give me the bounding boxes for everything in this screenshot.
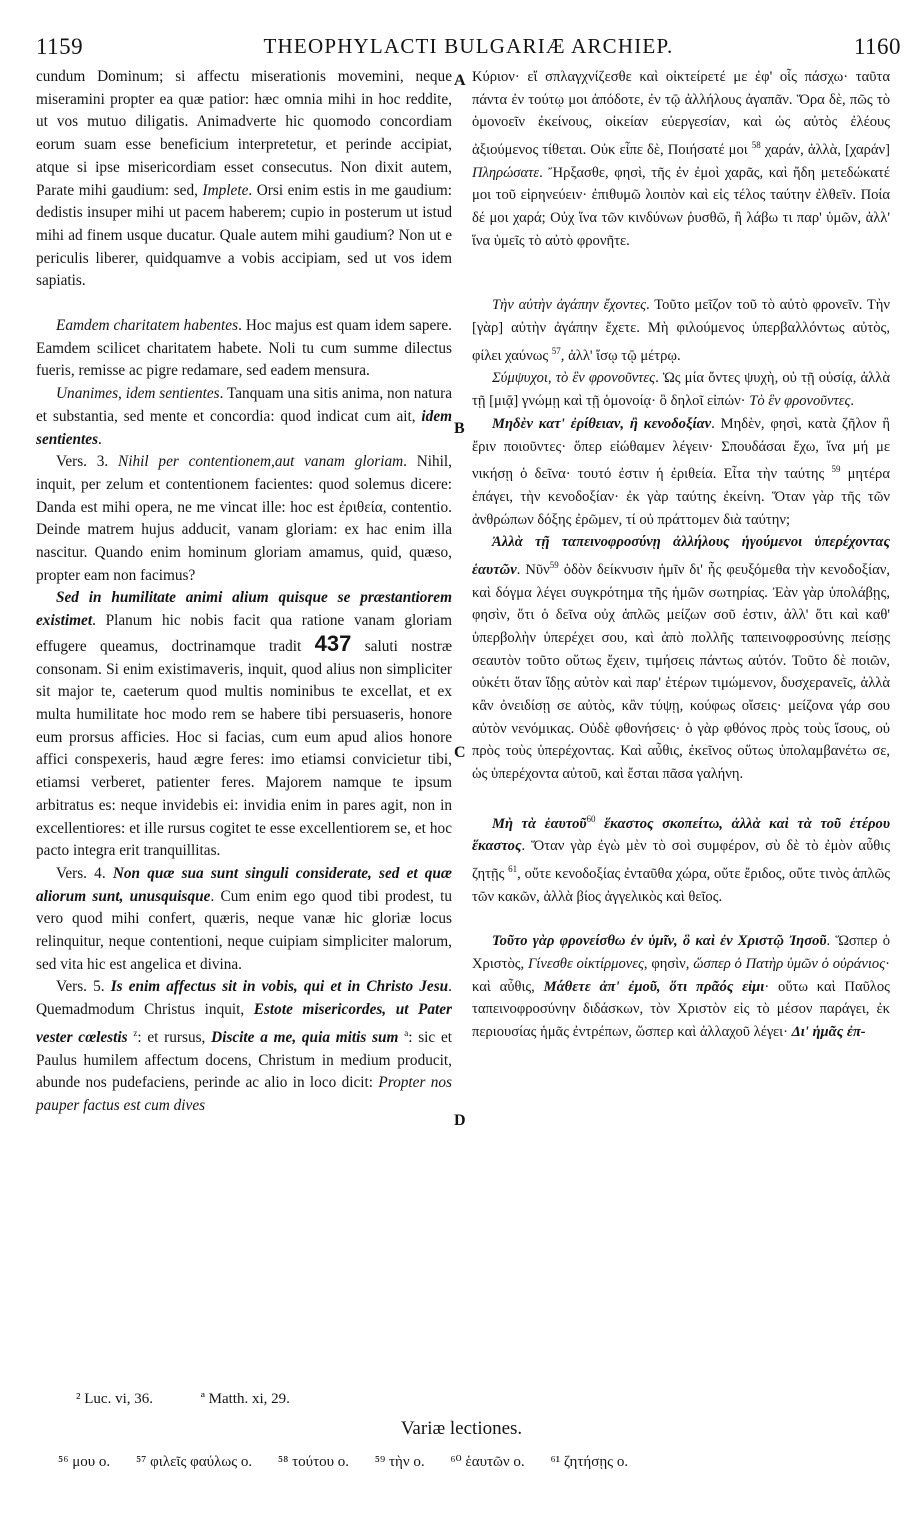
page-number-right: 1160 bbox=[853, 34, 901, 59]
latin-paragraph: Vers. 3. Nihil per contentionem,aut vanam gloriam. Nihil, inquit, per zelum et contentionem facientes: quod solemus dicere: Danda est mihi opera, ne me vincat ille: hoc est ἐριθεία, contentio. Deinde matrem hujus adducit, vanam gloriam: ex hac enim illa nascitur. Quando enim hominum gloriam amamus, quid, quæso, propter eam non facimus? bbox=[36, 453, 453, 584]
latin-paragraph: Vers. 5. Is enim affectus sit in vobis, qui et in Christo Jesu. Quemadmodum Christus inquit, Estote misericordes, ut Pater vester cœlestis $^z$: et rursus, Discite a me, quia mitis sum $^a$: sic et Paulus humilem affectum docens, Christum in medium producit, abunde nos pudefaciens, perinde ac alio in loco dicit: Propter nos pauper factus est cum dives bbox=[36, 978, 453, 1115]
latin-column bbox=[36, 66, 452, 1118]
footnotes bbox=[76, 1391, 334, 1408]
running-header bbox=[36, 34, 901, 62]
greek-column bbox=[472, 66, 890, 1044]
latin-paragraph: Vers. 4. Non quæ sua sunt singuli considerate, sed et quæ aliorum sunt, unusquisque. Cum enim ego quod tibi prodest, tu vero quod mihi confert, quæris, neque vanæ hic gloriæ locus relinquitur, neque contentioni, neque cuipiam simpliciter malorum, sed vita hic est angelica et divina. bbox=[36, 864, 452, 973]
margin-letter-b: B bbox=[454, 420, 465, 437]
page-number-left: 1159 bbox=[36, 34, 84, 59]
variant-reading: ⁵⁶ μου ο. bbox=[58, 1454, 111, 1470]
latin-paragraph: Sed in humilitate animi alium quisque se præstantiorem existimet. Planum hic nobis facit qua ratione vanam gloriam effugere queamus, doctrinamque tradit 437 saluti nostræ consonam. Si enim existimaveris, inquit, quod alius non simpliciter sit major te, caeterum quod multis nominibus te excellat, et ex multa humilitate hoc modo rem se habere tibi persuaseris, honore eum prorsus afficies. Hoc si facias, cum eum apud alios honore affici conspexeris, haud ægre feres: imo etiamsi convicietur tibi, etiamsi verberet, patienter feres. Majorem namque te ipsum arbitratus es: neque invidebis ei: invidia enim in pares agit, non in excellentiores: et ille rursus cogitet te esse excellentiorem se, et hoc pacto integra erit tranquillitas. bbox=[36, 589, 453, 860]
margin-letter-d: D bbox=[454, 1112, 466, 1129]
margin-letter-c: C bbox=[454, 744, 466, 761]
running-title: THEOPHYLACTI BULGARIÆ ARCHIEP. bbox=[263, 34, 674, 58]
greek-paragraph: Σύμψυχοι, τὸ ἓν φρονοῦντες. Ὡς μία ὄντες ψυχὴ, οὐ τῇ οὐσίᾳ, ἀλλὰ τῇ [μιᾷ] γνώμῃ καὶ τῇ ὁμονοίᾳ· ὃ δηλοῖ εἰπών· Τὸ ἓν φρονοῦντες. bbox=[472, 370, 890, 410]
variant-reading: ⁵⁹ τὴν ο. bbox=[374, 1454, 425, 1470]
page-marker-number: 437 bbox=[314, 630, 352, 656]
greek-paragraph: Τοῦτο γὰρ φρονείσθω ἐν ὑμῖν, ὃ καὶ ἐν Χριστῷ Ἰησοῦ. Ὥσπερ ὁ Χριστὸς, Γίνεσθε οἰκτίρμονες, φησὶν, ὥσπερ ὁ Πατὴρ ὑμῶν ὁ οὐράνιος· καὶ αὖθις, Μάθετε ἀπ' ἐμοῦ, ὅτι πρᾶός εἰμι· οὕτω καὶ Παῦλος ταπεινοφροσύνην διδάσκων, τὸν Χριστὸν εἰς τὸ μέσον παράγει, ἐκ περιουσίας ἡμᾶς ἐντρέπων, ὥσπερ καὶ ἀλλαχοῦ λέγει· Δι' ἡμᾶς ἐπ- bbox=[472, 933, 891, 1041]
margin-letter-a: A bbox=[454, 72, 466, 89]
greek-paragraph: Τὴν αὐτὴν ἀγάπην ἔχοντες. Τοῦτο μεῖζον τοῦ τὸ αὐτὸ φρονεῖν. Τὴν [γὰρ] αὐτὴν ἀγάπην ἔχετε. Μὴ φιλούμενος ὑπερβαλλόντως αὐτὸς, φίλει χαύνως $^{57}$, ἀλλ' ἴσῳ τῷ μέτρῳ. bbox=[472, 297, 890, 364]
latin-paragraph: cundum Dominum; si affectu miserationis movemini, neque miseramini propter ea quæ patior: hæc omnia mihi in hoc reddite, ut vos mutuo diligatis. Animadverte hic quomodo concordiam eorum suam esse beneficium interpretetur, et perinde accipiat, atque si ipse misericordiam esset consecutus. Non dixit autem, Parate mihi gaudium: sed, Implete. Orsi enim estis in me gaudium: dedistis insuper mihi ut pacem haberem; cupio in posterum ut istud mihi ad finem usque ducatur. Quale autem mihi gaudium? Non ut e periculis liberer, quidquamve a vobis accipiam, sed ut vos idem sapiatis. bbox=[36, 68, 452, 290]
greek-paragraph: Μηδὲν κατ' ἐρίθειαν, ἢ κενοδοξίαν. Μηδὲν, φησὶ, κατὰ ζῆλον ἢ ἔριν ποιοῦντες· ὅπερ εἰώθαμεν λέγειν· Σπουδάσαι ἔχω, ἵνα μή με νικήσῃ ὁ δεῖνα· τουτό ἐστιν ἡ ἐριθεία. Εἶτα τὴν ταύτης $^{59}$ μητέρα ἐπάγει, τὴν κενοδοξίαν· ἐκ γὰρ ταύτης ἐκείνη. Ὅταν γὰρ τῆς τῶν ἀνθρώπων δόξης ἐρῶμεν, τί οὐ πράττομεν διὰ ταύτην; bbox=[472, 415, 890, 528]
variant-reading: ⁵⁷ φιλεῖς φαύλως ο. bbox=[135, 1454, 253, 1470]
variant-reading: ⁶⁰ ἑαυτῶν ο. bbox=[450, 1454, 525, 1470]
latin-paragraph: Eamdem charitatem habentes. Hoc majus est quam idem sapere. Eamdem scilicet charitatem habete. Noli tu cum summe dilectus fueris, remisse ac pigre redamare, sed eadem mensura. bbox=[36, 317, 452, 380]
greek-paragraph: Ἀλλὰ τῇ ταπεινοφροσύνῃ ἀλλήλους ἡγούμενοι ὑπερέχοντας ἑαυτῶν. Νῦν$^{59}$ ὁδὸν δείκνυσιν ἡμῖν δι' ἧς φευξόμεθα τὴν κενοδοξίαν, καὶ δόγμα λέγει συγκρότημα τῆς ἡμῶν σωτηρίας. Ἐὰν γὰρ ὑπολάβῃς, φησὶν, ὅτι ὁ δεῖνα οὐχ ἁπλῶς μείζων σοῦ ἐστιν, ἀλλ' ὅτι καὶ καθ' ὑπερβολὴν ὑπερέχει σου, καὶ ἀπὸ πολλῆς ταπεινοφροσύνης πείσῃς σεαυτὸν τοῦτο οὕτως ἔχειν, τιμήσεις πάντως αὐτόν. Τοῦτο δὲ ποιῶν, οὐκέτι ὅταν ἴδῃς αὐτὸν καὶ παρ' ἑτέρων τιμώμενον, δυσχερανεῖς, ἀλλὰ κἂν ὀνειδίσῃ σε αὐτὸς, κἂν τύψῃ, κούφως οἴσεις· μείζονα γάρ σου αὐτὸν νενόμικας. Οὐδὲ φθονήσεις· ὁ γὰρ φθόνος πρὸς τοὺς ἴσους, οὐ πρὸς τοὺς ὑπερέχοντας. Καὶ αὖθις, ἐκεῖνος οὕτως ὑπολαμβανέτω σε, ὡς ὑπερέχοντα αὐτοῦ, καὶ ἔσται πᾶσα γαλήνη. bbox=[472, 534, 890, 783]
greek-paragraph: Μὴ τὰ ἑαυτοῦ$^{60}$ ἕκαστος σκοπείτω, ἀλλὰ καὶ τὰ τοῦ ἑτέρου ἕκαστος. Ὅταν γὰρ ἐγὼ μὲν τὸ σοὶ συμφέρον, σὺ δὲ τὸ ἐμὸν αὖθις ζητῇς $^{61}$, οὔτε κενοδοξίας ἐνταῦθα χώρα, οὔτε ἔριδος, οὔτε τινὸς ἁπλῶς τῶν κακῶν, ἀλλὰ βίος ἀγγελικὸς καὶ θεῖος. bbox=[472, 813, 890, 905]
footnote: ª Matth. xi, 29. bbox=[200, 1391, 290, 1407]
variant-reading: ⁶¹ ζητήσῃς ο. bbox=[550, 1454, 629, 1470]
latin-paragraph: Unanimes, idem sentientes. Tanquam una sitis anima, non natura et substantia, sed mente et concordia: quod indicat cum ait, idem sentientes. bbox=[36, 385, 453, 448]
variae-lectiones-title: Variæ lectiones. bbox=[400, 1418, 523, 1439]
variae-lectiones-list bbox=[58, 1452, 650, 1471]
greek-paragraph: Κύριον· εἴ σπλαγχνίζεσθε καὶ οἰκτείρετέ με ἐφ' οἷς πάσχω· ταῦτα πάντα ἐν τούτῳ μοι ἀπόδοτε, ἐν τῷ ἀλλήλους ἀγαπᾶν. Ὅρα δὲ, πῶς τὸ ὁμονοεῖν ἐκείνους, οἰκείαν εὐεργεσίαν, καὶ ὡς αὐτὸς ἐλέους ἀξιούμενος τίθεται. Οὐκ εἶπε δὲ, Ποιήσατέ μοι $^{58}$ χαράν, ἀλλὰ, [χαράν] Πληρώσατε. Ἤρξασθε, φησὶ, τῆς ἐν ἐμοὶ χαρᾶς, καὶ ἤδη μετεδώκατέ μοι τοῦ εἰρηνεύειν· ἐπιθυμῶ λοιπὸν καὶ εἰς τέλος ταύτην ἐλθεῖν. Ποία δέ μοι χαρά; Οὐχ ἵνα τῶν κινδύνων ῥυσθῶ, ἢ λάβω τι παρ' ὑμῶν, ἀλλ' ἵνα ὑμεῖς τὸ αὐτὸ φρονῆτε. bbox=[472, 69, 891, 249]
variant-reading: ⁵⁸ τούτου ο. bbox=[277, 1454, 350, 1470]
footnote: ² Luc. vi, 36. bbox=[76, 1391, 153, 1407]
